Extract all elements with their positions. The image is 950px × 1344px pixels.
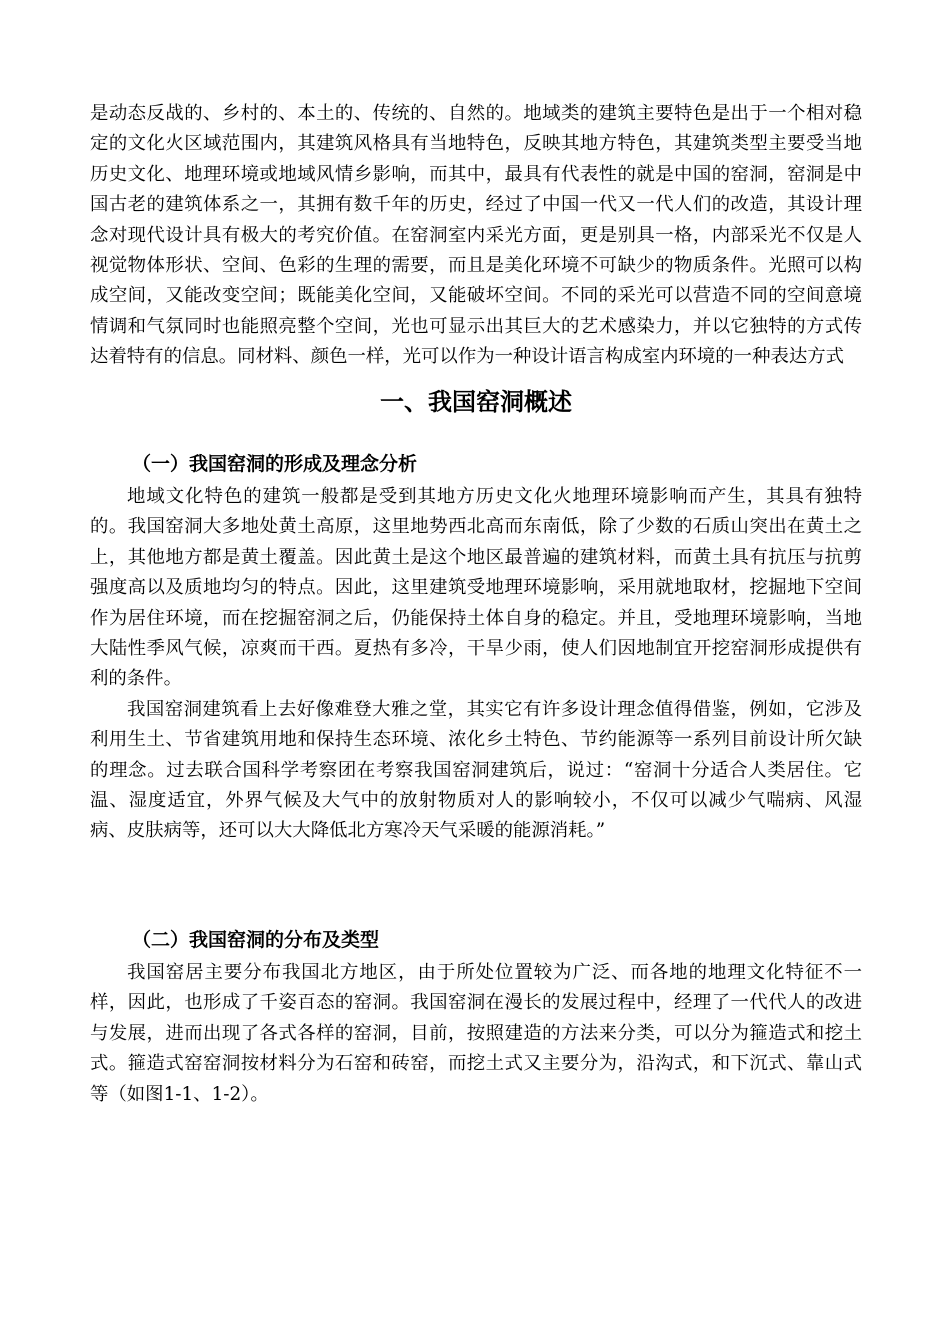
intro-paragraph: 是动态反战的、乡村的、本土的、传统的、自然的。地域类的建筑主要特色是出于一个相对稳定的文化火区域范围内，其建筑风格具有当地特色，反映其地方特色，其建筑类型主要受当地历史文化、地理环境或地域风情乡影响，而其中，最具有代表性的就是中国的窑洞，窑洞是中国古老的建筑体系之一，其拥有数千年的历史，经过了中国一代又一代人们的改造，其设计理念对现代设计具有极大的考究价值。在窑洞室内采光方面，更是别具一格，内部采光不仅是人视觉物体形状、空间、色彩的生理的需要，而且是美化环境不可缺少的物质条件。光照可以构成空间，又能改变空间；既能美化空间，又能破坏空间。不同的采光可以营造不同的空间意境情调和气氛同时也能照亮整个空间，光也可显示出其巨大的艺术感染力，并以它独特的方式传达着特有的信息。同材料、颜色一样，光可以作为一种设计语言构成室内环境的一种表达方式: [90, 103, 862, 368]
section-title-formation: （一）我国窑洞的形成及理念分析: [132, 453, 418, 475]
intro-text-block: [90, 99, 862, 373]
section-formation-body: [90, 482, 862, 847]
body-paragraph: 我国窑居主要分布我国北方地区，由于所处位置较为广泛、而各地的地理文化特征不一样，因此，也形成了千姿百态的窑洞。我国窑洞在漫长的发展过程中，经理了一代代人的改进与发展，进而出现了各式各样的窑洞，目前，按照建造的方法来分类，可以分为箍造式和挖土式。箍造式窑窑洞按材料分为石窑和砖窑，而挖土式又主要分为，沿沟式，和下沉式、靠山式等（如图1-1、1-2）。: [90, 962, 862, 1105]
section-distribution-body: [90, 958, 862, 1110]
body-paragraph: 地域文化特色的建筑一般都是受到其地方历史文化火地理环境影响而产生，其具有独特的。我国窑洞大多地处黄土高原，这里地势西北高而东南低，除了少数的石质山突出在黄土之上，其他地方都是黄土覆盖。因此黄土是这个地区最普遍的建筑材料，而黄土具有抗压与抗剪强度高以及质地均匀的特点。因此，这里建筑受地理环境影响，采用就地取材，挖掘地下空间作为居住环境，而在挖掘窑洞之后，仍能保持土体自身的稳定。并且，受地理环境影响，当地大陆性季风气候，凉爽而干西。夏热有多冷，干旱少雨，使人们因地制宜开挖窑洞形成提供有利的条件。: [90, 486, 862, 690]
body-paragraph: 我国窑洞建筑看上去好像难登大雅之堂，其实它有许多设计理念值得借鉴，例如，它涉及利用生土、节省建筑用地和保持生态环境、浓化乡土特色、节约能源等一系列目前设计所欠缺的理念。过去联合国科学考察团在考察我国窑洞建筑后，说过：“窑洞十分适合人类居住。它温、湿度适宜，外界气候及大气中的放射物质对人的影响较小，不仅可以减少气喘病、风湿病、皮肤病等，还可以大大降低北方寒冷天气采暖的能源消耗。”: [90, 698, 862, 842]
chapter-title: 一、我国窑洞概述: [380, 388, 572, 416]
section-title-distribution: （二）我国窑洞的分布及类型: [132, 929, 380, 951]
